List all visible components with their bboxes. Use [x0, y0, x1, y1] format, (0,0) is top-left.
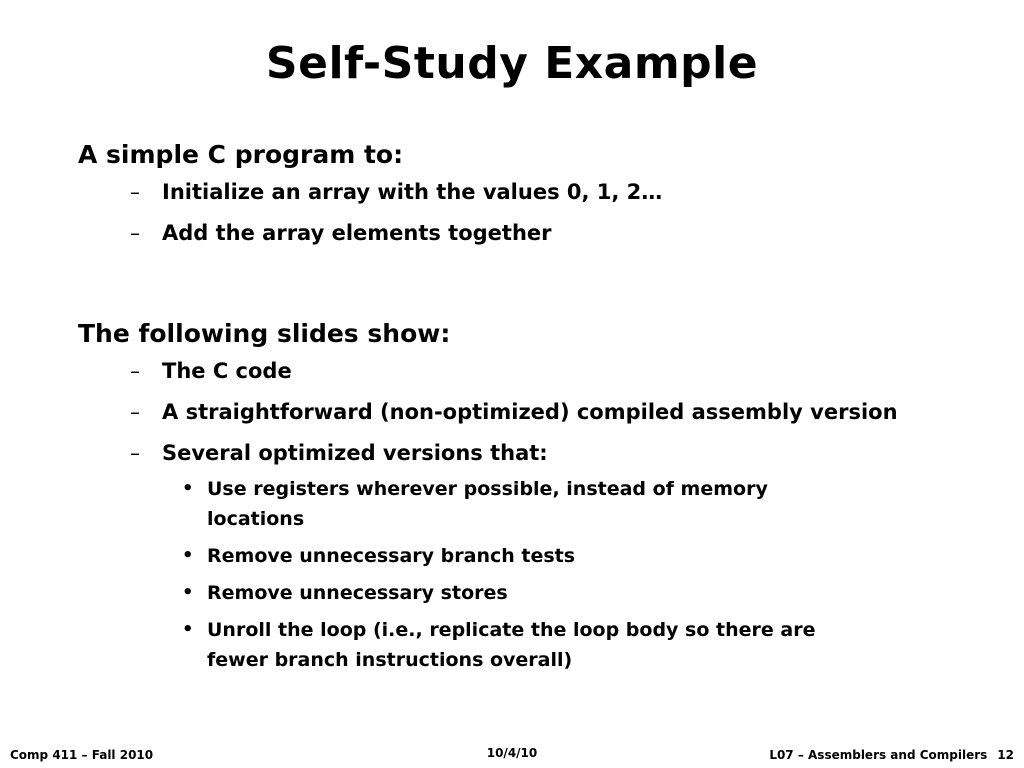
subsub-item [78, 578, 867, 608]
subsub-item-text: Remove unnecessary stores [207, 582, 508, 604]
dash-bullet: – [130, 180, 140, 204]
dot-bullet: • [182, 619, 194, 640]
list-item [78, 392, 898, 433]
list-item-text: Several optimized versions that: [162, 441, 548, 465]
list-item [78, 351, 898, 392]
sub-list [78, 172, 662, 254]
dot-bullet: • [182, 478, 194, 499]
list-item-text: Add the array elements together [162, 221, 552, 245]
footer-lecture-title: L07 – Assemblers and Compilers [769, 748, 988, 762]
list-item [78, 433, 898, 474]
dash-bullet: – [130, 359, 140, 383]
footer-date: 10/4/10 [486, 746, 538, 760]
footer-lecture [769, 748, 1014, 762]
list-item-text: Initialize an array with the values 0, 1, 2… [162, 180, 663, 204]
section-following-slides [78, 317, 898, 682]
page-number: 12 [997, 748, 1014, 762]
subsub-list [78, 474, 898, 675]
dot-bullet: • [182, 545, 194, 566]
subsub-item [78, 474, 867, 534]
slide-title: Self-Study Example [265, 38, 759, 89]
list-item [78, 213, 662, 254]
dash-bullet: – [130, 441, 140, 465]
dash-bullet: – [130, 221, 140, 245]
subsub-item-text: Unroll the loop (i.e., replicate the loop body so there are fewer branch instructions overall) [207, 619, 816, 671]
sub-list [78, 351, 898, 474]
section-heading: A simple C program to: [78, 140, 404, 169]
list-item-text: A straightforward (non-optimized) compiled assembly version [162, 400, 898, 424]
dot-bullet: • [182, 582, 194, 603]
subsub-item-text: Use registers wherever possible, instead of memory locations [207, 478, 768, 530]
subsub-item [78, 615, 867, 675]
subsub-item [78, 541, 867, 571]
list-item [78, 172, 662, 213]
list-item-text: The C code [162, 359, 292, 383]
dash-bullet: – [130, 400, 140, 424]
section-simple-c-program [78, 138, 662, 254]
section-heading: The following slides show: [78, 319, 451, 348]
subsub-item-text: Remove unnecessary branch tests [207, 545, 576, 567]
footer-course: Comp 411 – Fall 2010 [10, 748, 154, 762]
